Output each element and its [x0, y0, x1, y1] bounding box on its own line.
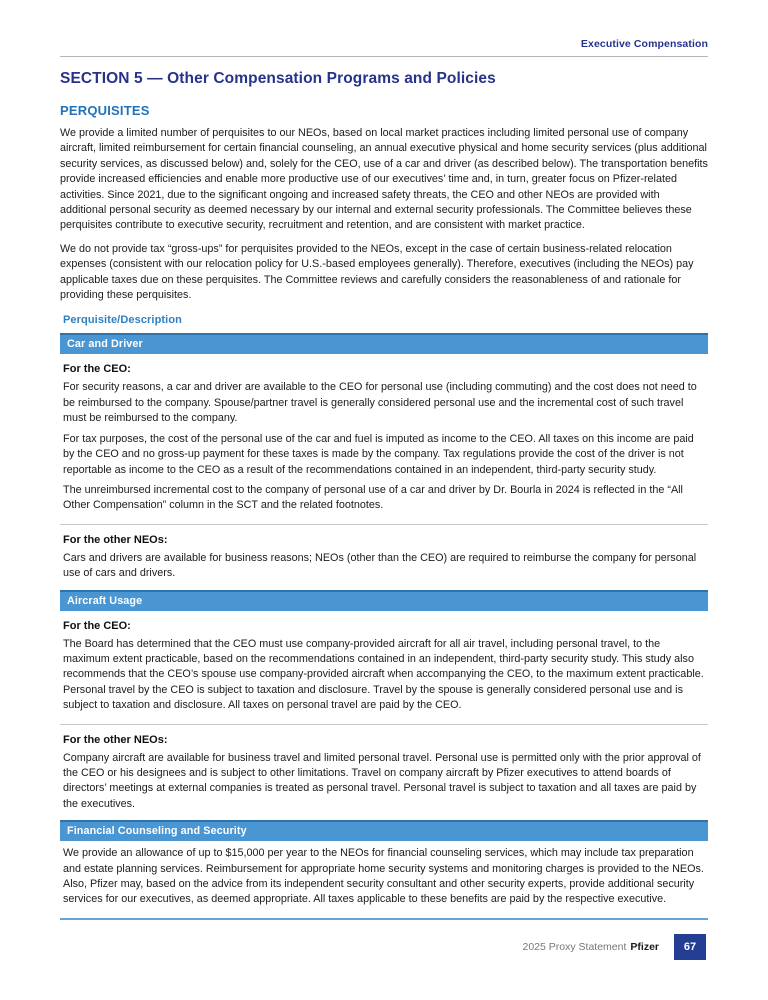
section-divider	[60, 724, 708, 725]
section-paragraph: For security reasons, a car and driver are available to the CEO for personal use (including commuting) and the cost does not need to be reimbursed to the company. Spouse/partner travel is generally considered personal use and the incremental cost of such travel must be reimbursed to the company.	[63, 381, 697, 425]
perquisite-section	[60, 820, 708, 908]
section-paragraph: Company aircraft are available for business travel and limited personal travel. Personal use is permitted only with the prior approval of the CEO or his designees and is subject to other limitations. Travel on company aircraft by Pfizer executives to attend boards of directors’ meetings at external companies is treated as personal travel. Personal travel is subject to taxation and all taxes are paid by the executives.	[63, 751, 701, 810]
section-paragraph: For tax purposes, the cost of the personal use of the car and fuel is imputed as income to the CEO. All taxes on this income are paid by the CEO and no gross-up payment for these taxes is made by the company. Tax regulations provide the cost of the driver is not reportable as income to the CEO as a result of the recommendations contained in an independent, third-party security study.	[63, 432, 694, 476]
intro-paragraph-1: We provide a limited number of perquisites to our NEOs, based on local market practices including limited personal use of company aircraft, limited reimbursement for certain financial counseling, an annual executive physical and home security services (plus additional security services, as discussed below) and, solely for the CEO, use of a car and driver (as described below). The transportation benefits provide increased efficiencies and enable more productive use of our executives’ time and, in turn, greater focus on Pfizer-related activities. Since 2021, due to the significant ongoing and increased safety threats, the CEO and other NEOs are provided with additional personal security as deemed necessary by our internal and external security professionals. The Committee believes these perquisites contribute to executive security, recruitment and retention, and are consistent with market practice.	[60, 127, 708, 232]
table-column-header: Perquisite/Description	[63, 314, 182, 327]
subsection-title: PERQUISITES	[60, 103, 150, 118]
section-banner: Car and Driver	[60, 333, 708, 354]
header-divider-rule	[60, 56, 708, 57]
section-subhead: For the other NEOs:	[63, 733, 168, 746]
section-divider	[60, 524, 708, 525]
header-section-label: Executive Compensation	[580, 38, 708, 50]
section-paragraph: Cars and drivers are available for business reasons; NEOs (other than the CEO) are required to reimburse the company for personal use of cars and drivers.	[63, 551, 697, 580]
perquisite-section	[60, 590, 708, 813]
page-footer	[523, 934, 707, 960]
section-banner: Aircraft Usage	[60, 590, 708, 611]
intro-paragraph-2: We do not provide tax “gross-ups” for perquisites provided to the NEOs, except in the case of certain business-related relocation expenses (consistent with our relocation policy for U.S.-based employees generally). Therefore, executives (including the NEOs) pay applicable taxes due on these perquisites. The Committee reviews and carefully considers the reasonableness of and rationale for providing these perquisites.	[60, 242, 694, 302]
perquisites-table	[60, 333, 708, 907]
section-banner: Financial Counseling and Security	[60, 820, 708, 841]
section-paragraph: We provide an allowance of up to $15,000 per year to the NEOs for financial counseling services, which may include tax preparation and estate planning services. Reimbursement for appropriate home security systems and monitoring charges is provided to the NEOs. Also, Pfizer may, based on the advice from its independent security consultant and other security experts, provide additional security services for our executives, as deemed appropriate. All taxes applicable to these benefits are paid by the respective executive.	[63, 847, 704, 906]
section-subhead: For the CEO:	[63, 619, 131, 632]
footer-brand-text: Pfizer	[630, 941, 659, 953]
section-paragraph: The unreimbursed incremental cost to the company of personal use of a car and driver by Dr. Bourla in 2024 is reflected in the “All Other Compensation” column in the SCT and the related footnotes.	[63, 483, 683, 512]
footer-statement-text: 2025 Proxy Statement	[522, 941, 627, 953]
section-subhead: For the CEO:	[63, 363, 131, 376]
table-bottom-rule	[60, 918, 708, 920]
page-title: SECTION 5 — Other Compensation Programs and Policies	[60, 70, 496, 87]
perquisite-section	[60, 333, 708, 581]
page-number-badge: 67	[674, 934, 706, 960]
section-subhead: For the other NEOs:	[63, 533, 168, 546]
section-paragraph: The Board has determined that the CEO must use company-provided aircraft for all air travel, including personal travel, to the maximum extent practicable, based on the recommendations contained in an independent, third-party security study. This study also recommends that the CEO’s spouse use company-provided aircraft when accompanying the CEO, to the maximum extent practicable. Personal travel by the CEO is subject to taxation and disclosure. Travel by the spouse is generally considered personal use and is subject to taxation and disclosure. All taxes on personal travel are paid by the CEO.	[63, 637, 704, 712]
